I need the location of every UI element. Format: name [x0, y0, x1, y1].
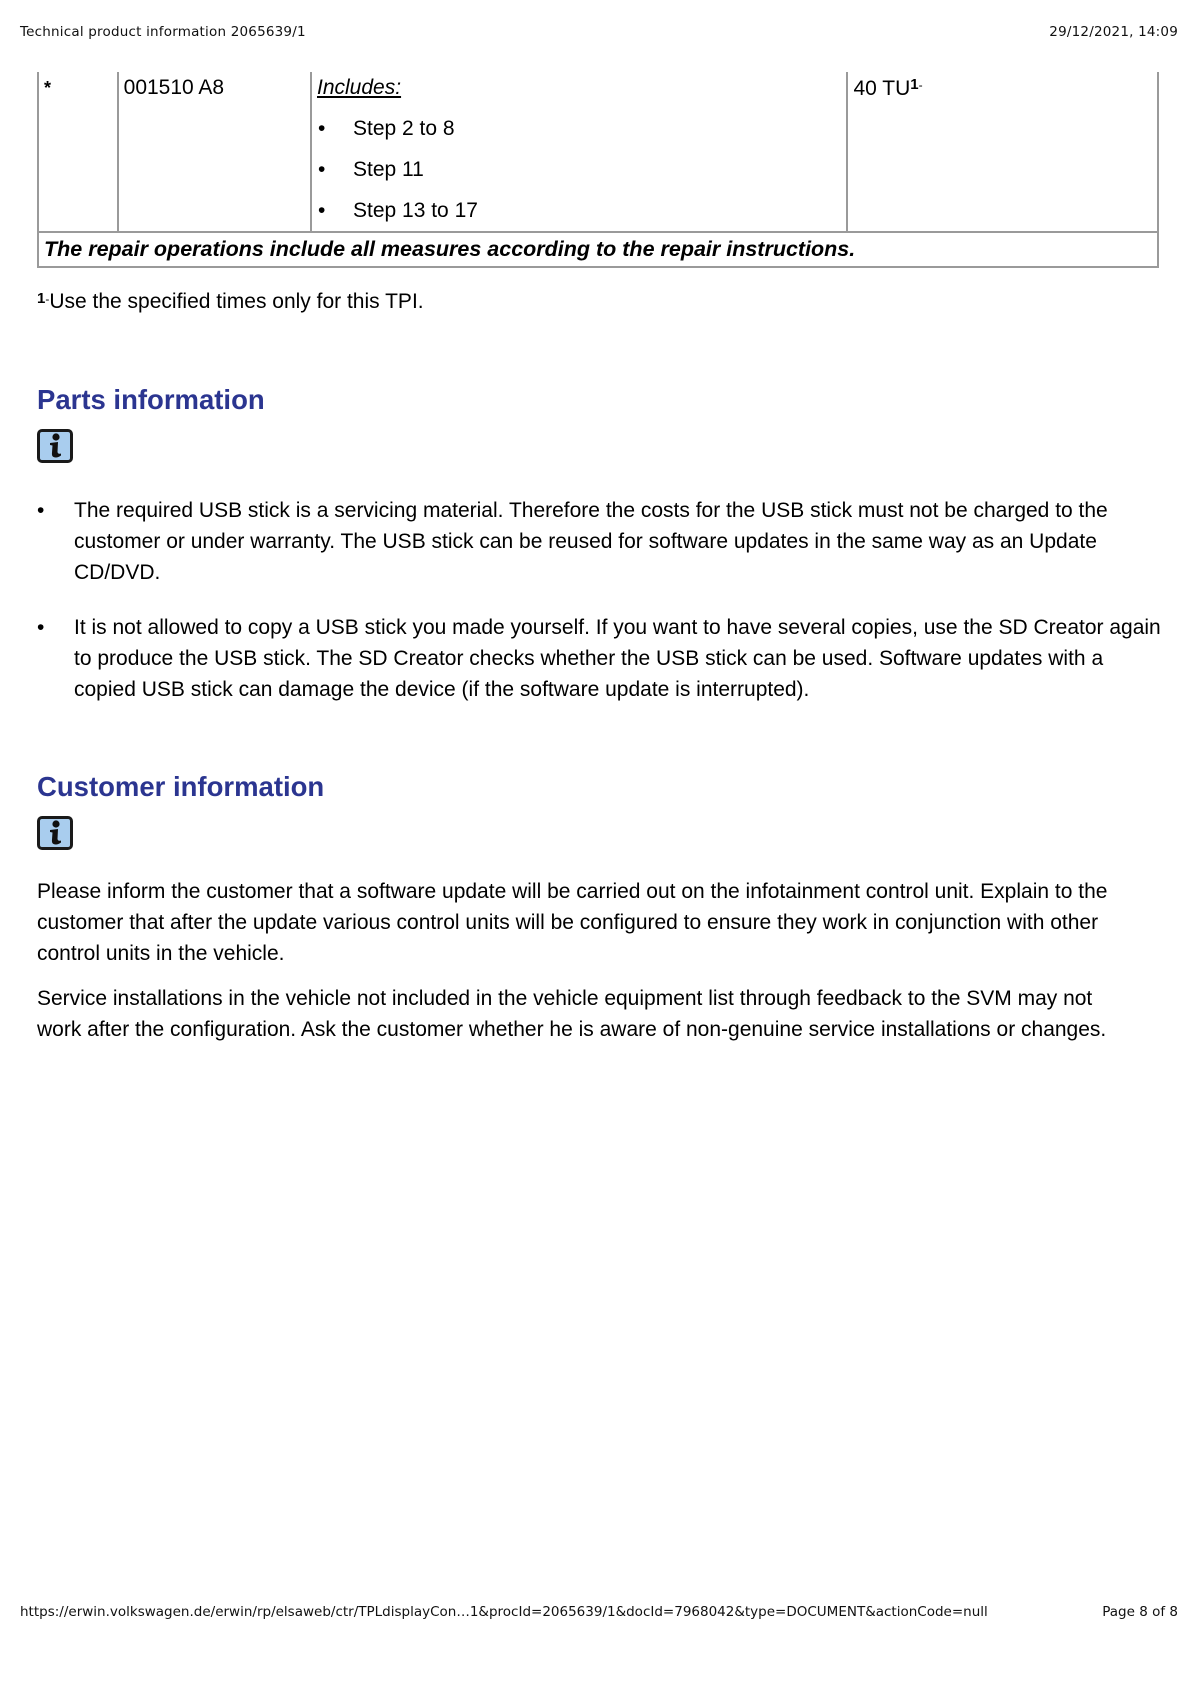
footnote-marker: 1: [37, 290, 46, 307]
footnote-ref[interactable]: 1: [910, 76, 919, 93]
customer-info-body: [37, 876, 1161, 1045]
print-datetime: 29/12/2021, 14:09: [1049, 24, 1178, 40]
time-value: 40 TU: [853, 77, 911, 100]
info-icon: [37, 816, 73, 850]
list-item: • Step 2 to 8: [317, 108, 841, 149]
page-number: Page 8 of 8: [1102, 1604, 1178, 1620]
list-item: • Step 13 to 17: [317, 190, 841, 231]
document-title: Technical product information 2065639/1: [20, 24, 306, 40]
marker-cell: [38, 72, 118, 232]
parts-information-section: [37, 384, 1161, 705]
footnote-ref-suffix: -: [918, 78, 923, 92]
print-header: [20, 24, 1178, 40]
footnote-marker-suffix: -: [45, 292, 50, 306]
steps-list: [317, 108, 841, 231]
footnote: [37, 290, 1161, 314]
asterisk-marker: *: [44, 78, 52, 98]
list-item: • The required USB stick is a servicing material. Therefore the costs for the USB stick must not be charged to the customer or under warranty. The USB stick can be reused for software updates in the same way as an Update CD/DVD.: [37, 495, 1161, 588]
list-item: • It is not allowed to copy a USB stick you made yourself. If you want to have several copies, use the SD Creator again to produce the USB stick. The SD Creator checks whether the USB stick can be used. Software updates with a copied USB stick can damage the device (if the software update is interrupted).: [37, 612, 1161, 705]
parts-info-list: [37, 495, 1161, 705]
print-footer: [20, 1604, 1178, 1620]
repair-note: The repair operations include all measures according to the repair instructions.: [38, 232, 1158, 267]
labour-operations-table: [37, 72, 1159, 268]
info-icon: [37, 429, 73, 463]
page-url[interactable]: https://erwin.volkswagen.de/erwin/rp/elsaweb/ctr/TPLdisplayCon…1&procId=2065639/1&docId=7968042&type=DOCUMENT&actionCode=null: [20, 1604, 988, 1620]
table-row: [38, 232, 1158, 267]
paragraph: Service installations in the vehicle not included in the vehicle equipment list through feedback to the SVM may not work after the configuration. Ask the customer whether he is aware of non-genuine service installations or changes.: [37, 987, 1107, 1041]
labour-op-cell: 001510 A8: [118, 72, 311, 232]
section-heading: Customer information: [37, 771, 325, 802]
list-item: • Step 11: [317, 149, 841, 190]
document-content: [37, 72, 1161, 1059]
section-heading: Parts information: [37, 384, 265, 415]
includes-label: Includes:: [317, 76, 402, 99]
paragraph: Please inform the customer that a software update will be carried out on the infotainment control unit. Explain to the customer that after the update various control units will be configured to ensure they work in conjunction with other control units in the vehicle.: [37, 880, 1108, 965]
customer-information-section: [37, 771, 1161, 1045]
time-cell: [847, 72, 1158, 232]
description-cell: [311, 72, 847, 232]
table-row: [38, 72, 1158, 232]
footnote-text: Use the specified times only for this TPI.: [49, 290, 424, 313]
